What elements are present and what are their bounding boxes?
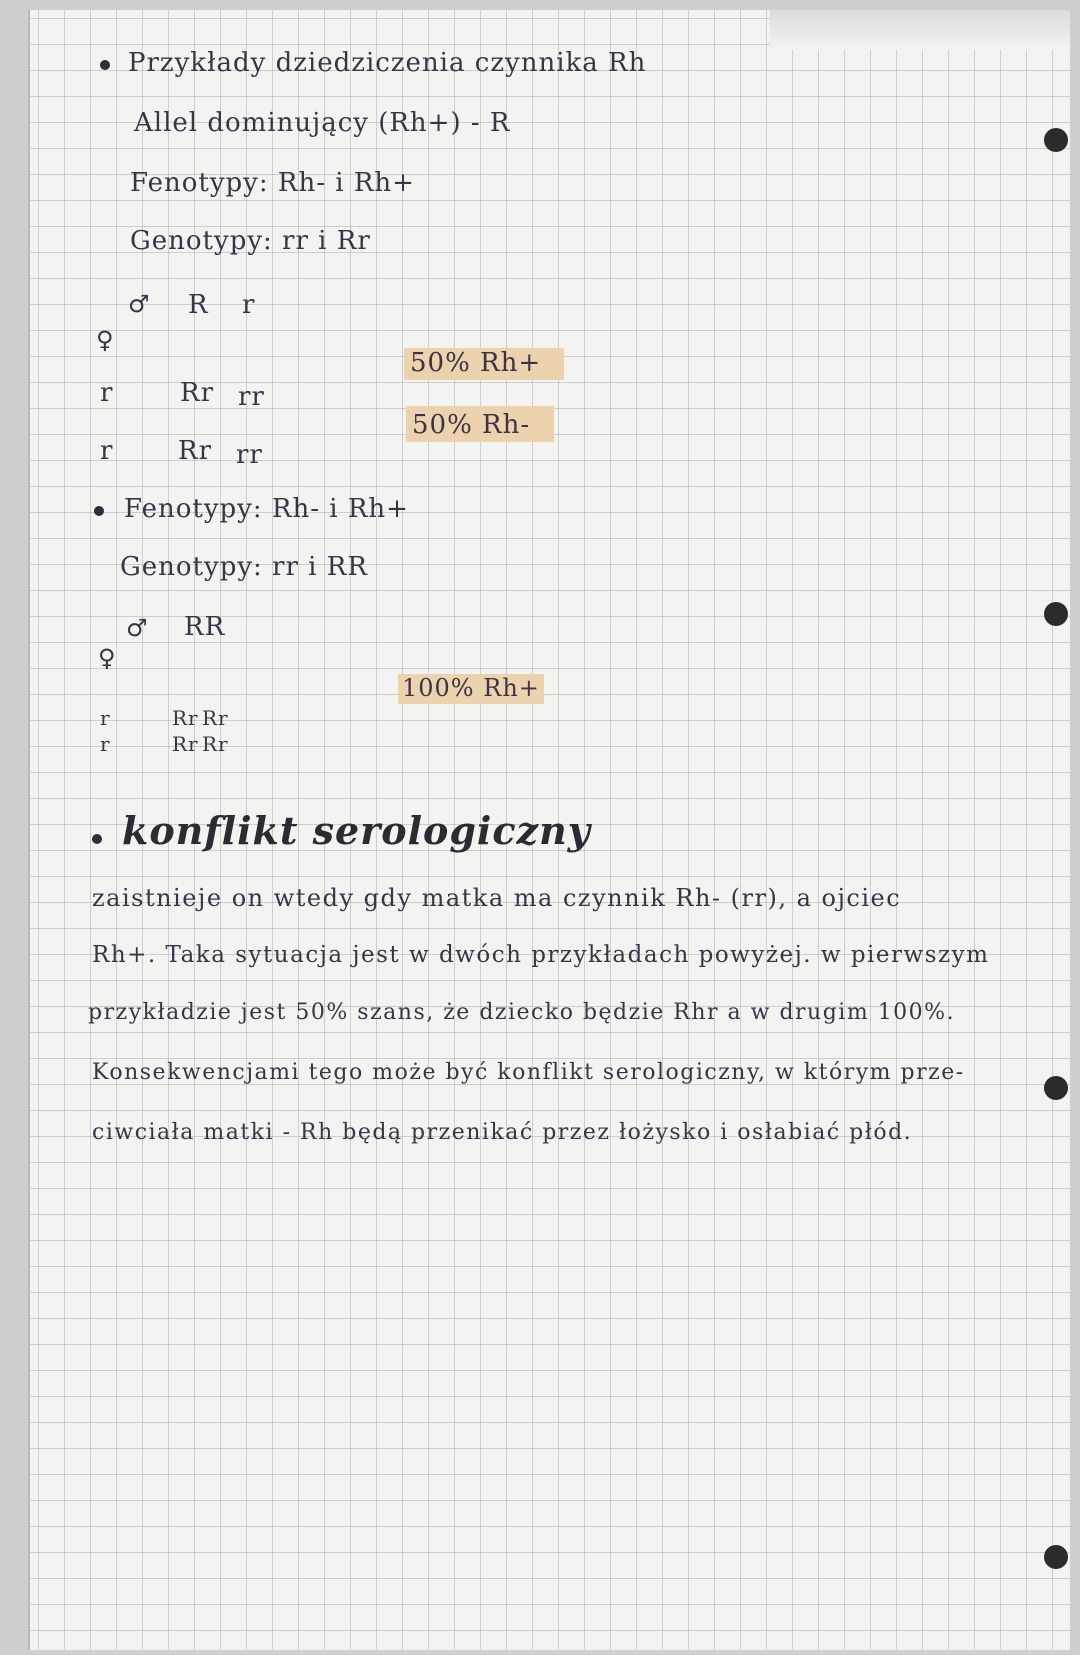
phenotypes-line: Fenotypy: Rh- i Rh+ [124,494,409,524]
section1-heading: Przykłady dziedziczenia czynnika Rh [128,48,647,78]
binder-hole-icon [1044,128,1068,152]
paragraph-line: Rh+. Taka sytuacja jest w dwóch przykładach powyżej. w pierwszym [92,942,990,968]
genotypes-line: Genotypy: rr i Rr [130,226,371,256]
genotypes-line: Genotypy: rr i RR [120,552,368,582]
punnett1-female-allele: r [100,436,114,466]
punnett2-cell: Rr [202,706,229,730]
allele-line: Allel dominujący (Rh+) - R [134,108,511,138]
punnett2-cell: Rr [172,732,199,756]
punnett1-female-allele: r [100,378,114,408]
male-symbol-icon: ♂ [126,614,148,642]
punnett1-male-allele: R [188,290,209,320]
binder-hole-icon [1044,1076,1068,1100]
phenotypes-line: Fenotypy: Rh- i Rh+ [130,168,415,198]
punnett1-cell: rr [236,440,263,470]
paragraph-line: przykładzie jest 50% szans, że dziecko będzie Rhr a w drugim 100%. [88,1000,956,1025]
punnett2-cell: Rr [202,732,229,756]
result-50-rh-minus: 50% Rh- [412,410,531,440]
punnett2-male-alleles: RR [184,612,226,642]
punnett1-cell: Rr [178,436,213,466]
section3-title: konflikt serologiczny [122,808,591,853]
bullet-icon [100,60,110,70]
female-symbol-icon: ♀ [96,326,114,354]
punnett2-cell: Rr [172,706,199,730]
paragraph-line: ciwciała matki - Rh będą przenikać przez łożysko i osłabiać płód. [92,1120,913,1145]
result-100-rh-plus: 100% Rh+ [402,674,540,702]
page-corner-shadow [770,10,1070,50]
paragraph-line: Konsekwencjami tego może być konflikt serologiczny, w którym prze- [92,1060,965,1085]
paragraph-line: zaistnieje on wtedy gdy matka ma czynnik Rh- (rr), a ojciec [92,884,902,912]
bullet-icon [92,834,102,844]
bullet-icon [94,506,104,516]
binder-hole-icon [1044,602,1068,626]
punnett1-male-allele: r [242,290,256,320]
binder-hole-icon [1044,1545,1068,1569]
female-symbol-icon: ♀ [98,644,116,672]
punnett2-female-allele: r [100,706,111,730]
result-50-rh-plus: 50% Rh+ [410,348,542,378]
male-symbol-icon: ♂ [128,290,150,318]
punnett1-cell: rr [238,382,265,412]
punnett1-cell: Rr [180,378,215,408]
punnett2-female-allele: r [100,732,111,756]
